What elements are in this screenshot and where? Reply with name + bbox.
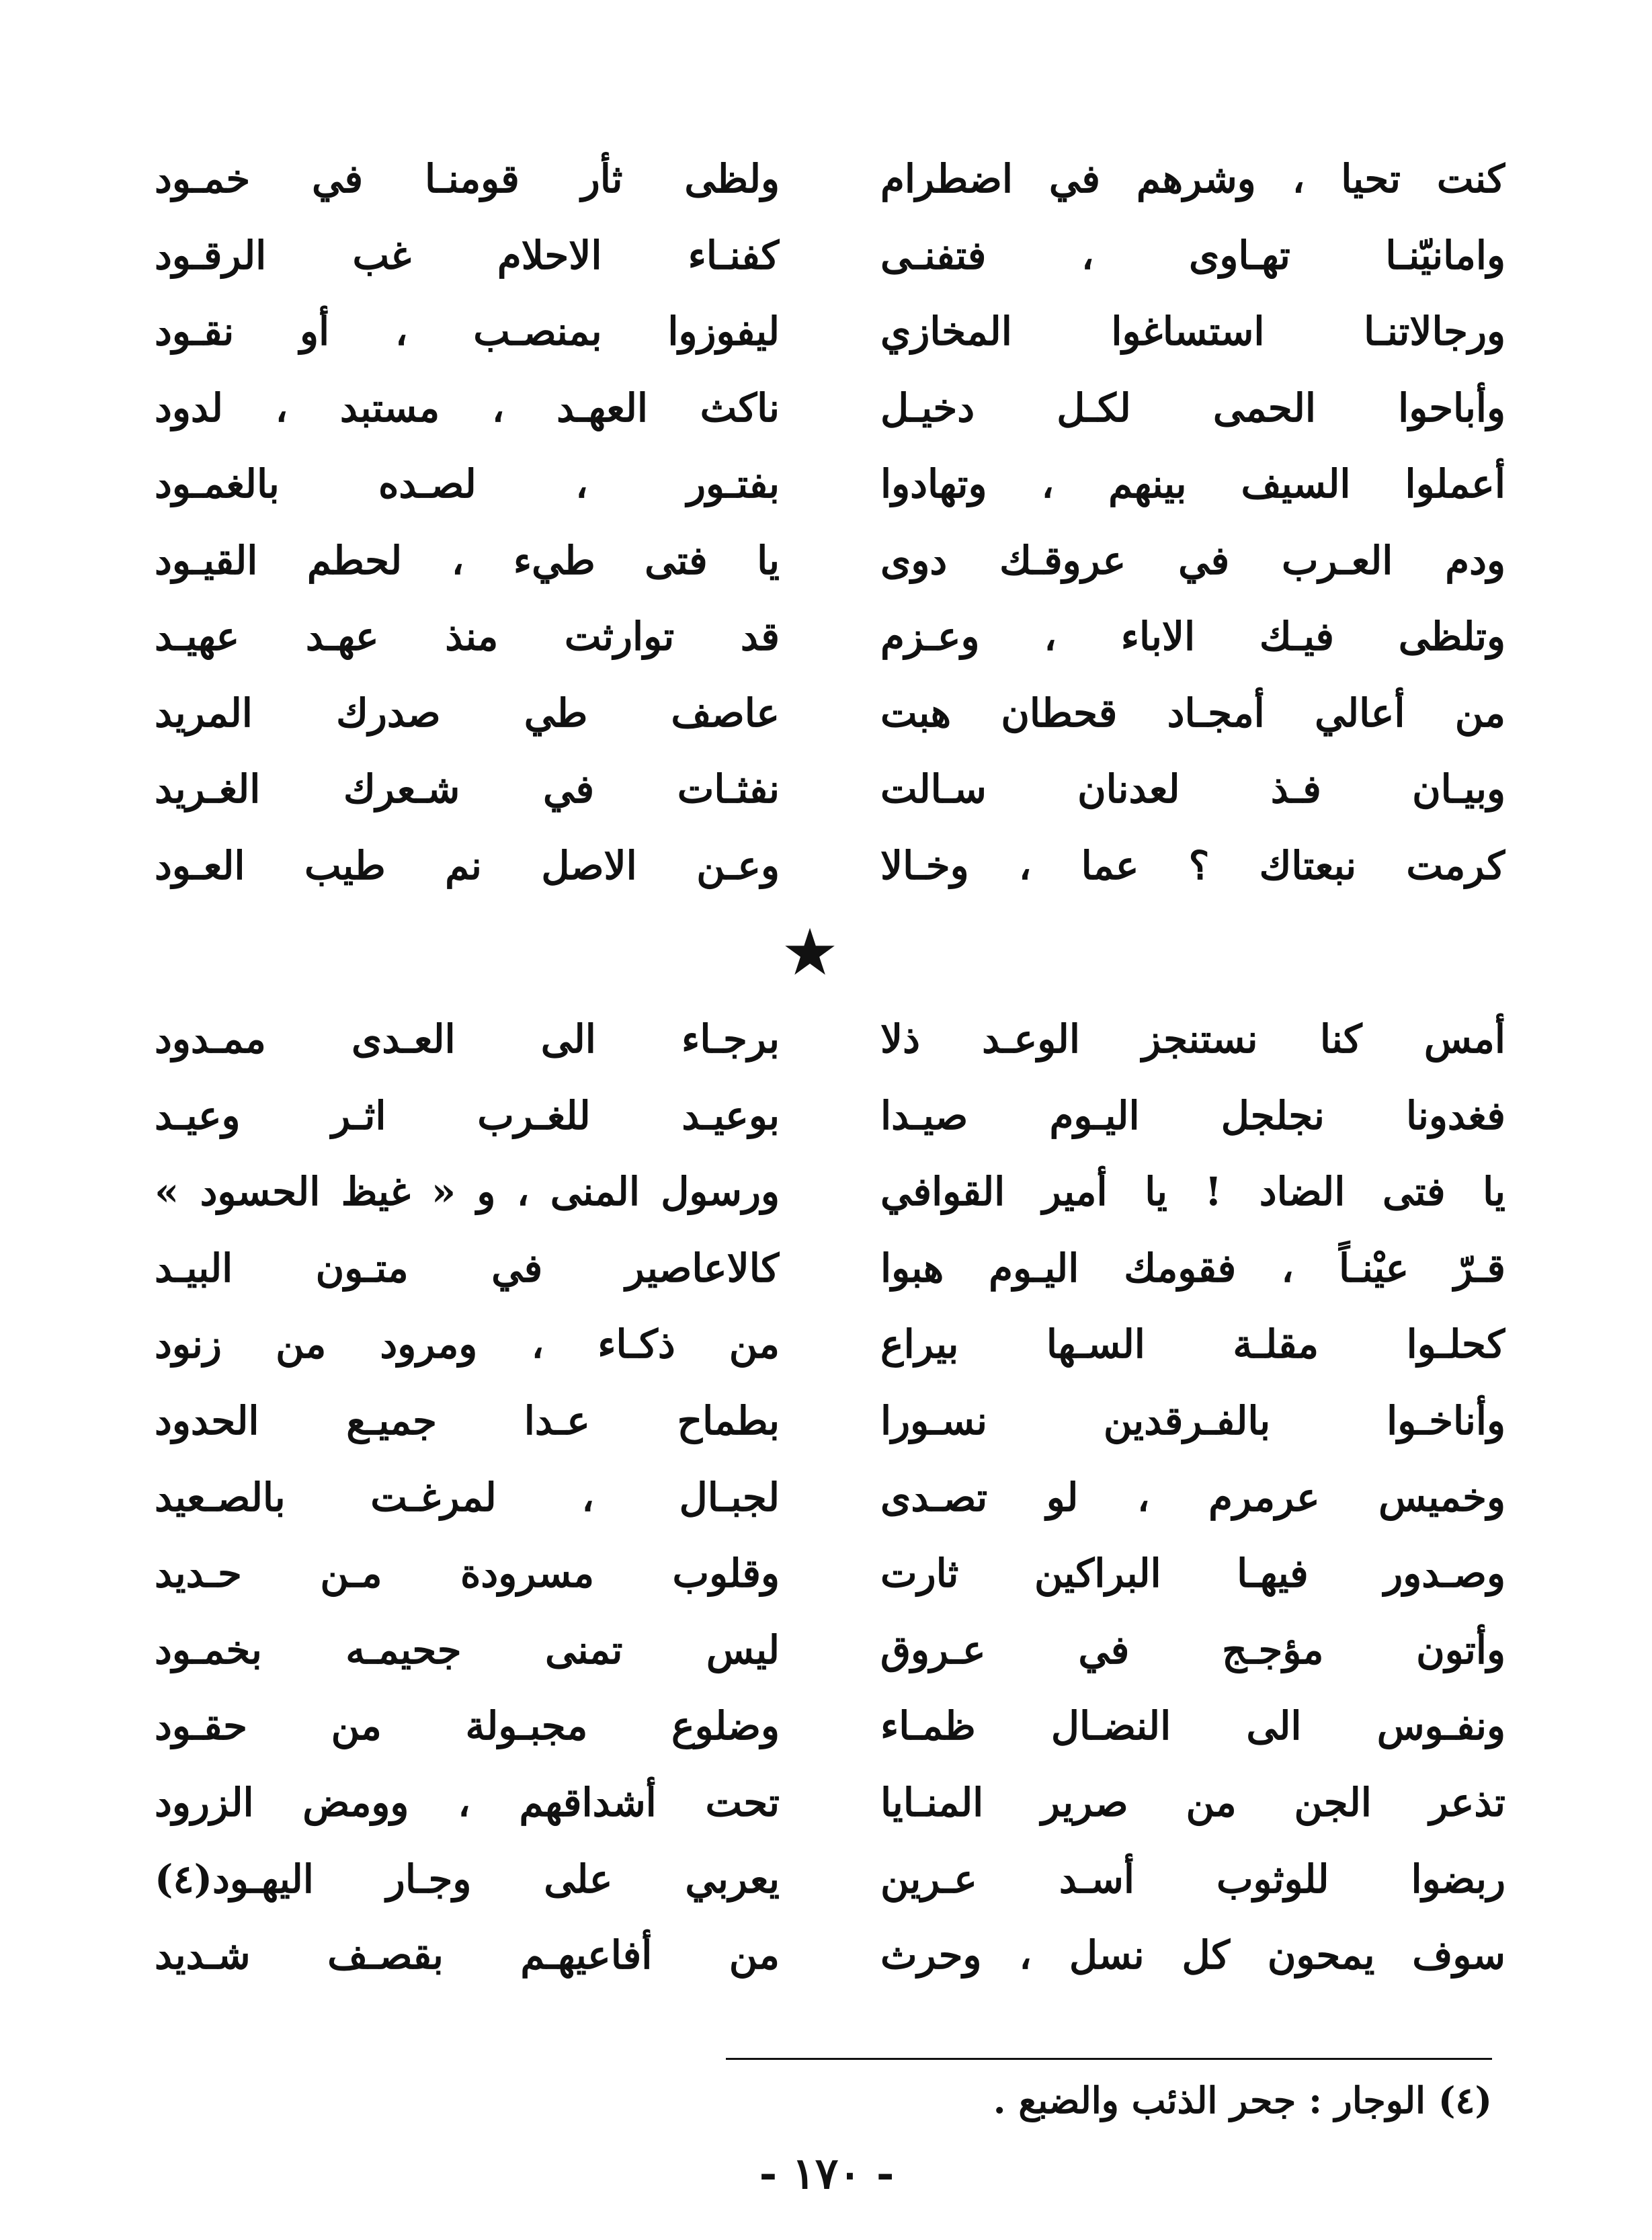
section-divider-star-icon: ★	[780, 915, 839, 990]
hemistich: ليفوزوا بمنصـب ، أو نقـود	[155, 308, 780, 354]
hemistich: وقلوب مسرودة مـن حـديد	[155, 1550, 780, 1597]
hemistich: فغدونا نجلجل اليـوم صيـدا	[880, 1092, 1505, 1138]
hemistich: وخميس عرمرم ، لو تصـدى	[880, 1474, 1505, 1520]
hemistich: ليس تمنى جحيمـه بخمـود	[155, 1626, 780, 1673]
hemistich: ورسول المنى ، و « غيظ الحسود »	[155, 1169, 780, 1215]
hemistich: نفثـات في شـعرك الغـريد	[155, 766, 780, 812]
hemistich: تحت أشداقهم ، وومض الزرود	[155, 1779, 780, 1825]
hemistich: أعملوا السيف بينهم ، وتهادوا	[880, 461, 1505, 507]
stanza-1-right-column	[880, 141, 1505, 904]
hemistich: كنت تحيا ، وشرهم في اضطرام	[880, 156, 1505, 202]
hemistich: يعربي على وجـار اليهـود(٤)	[155, 1856, 780, 1902]
hemistich: سوف يمحون كل نسل ، وحرث	[880, 1932, 1505, 1979]
page-number: - ١٧٠ -	[759, 2149, 895, 2199]
hemistich: وبيـان فـذ لعدنان سـالت	[880, 766, 1505, 812]
hemistich: ناكث العهـد ، مستبد ، لدود	[155, 384, 780, 431]
hemistich: وامانيّنـا تهـاوى ، فتفنـى	[880, 232, 1505, 278]
hemistich: كالاعاصير في متـون البيـد	[155, 1245, 780, 1291]
hemistich: ربضوا للوثوب أسـد عـرين	[880, 1856, 1505, 1902]
hemistich: قـرّ عيْنـاً ، فقومك اليـوم هبوا	[880, 1245, 1505, 1291]
stanza-2-left-column	[155, 1001, 780, 1994]
hemistich: برجـاء الى العـدى ممـدود	[155, 1016, 780, 1062]
hemistich: وضلوع مجبـولة من حقـود	[155, 1703, 780, 1749]
hemistich: وتلظى فيـك الاباء ، وعـزم	[880, 614, 1505, 659]
hemistich: وأتون مؤجـج في عـروق	[880, 1626, 1505, 1673]
hemistich: من ذكـاء ، ومرود من زنود	[155, 1321, 780, 1368]
hemistich: يا فتى طيء ، لحطم القيـود	[155, 537, 780, 583]
hemistich: بطماح عـدا جميـع الحدود	[155, 1397, 780, 1444]
hemistich: يا فتى الضاد ! يا أمير القوافي	[880, 1169, 1505, 1215]
hemistich: ونفـوس الى النضـال ظمـاء	[880, 1703, 1505, 1749]
hemistich: وأباحوا الحمى لكـل دخيـل	[880, 384, 1505, 431]
stanza-1	[155, 141, 1505, 904]
hemistich: كحلـوا مقلـة السـها بيراع	[880, 1321, 1505, 1368]
hemistich: ورجالاتنـا استساغوا المخازي	[880, 308, 1505, 354]
hemistich: أمس كنا نستنجز الوعـد ذلا	[880, 1016, 1505, 1062]
hemistich: كفنـاء الاحلام غب الرقـود	[155, 232, 780, 278]
footnote: (٤) الوجار : جحر الذئب والضبع .	[993, 2079, 1492, 2122]
hemistich: من أفاعيهـم بقصـف شـديد	[155, 1932, 780, 1979]
hemistich: بوعيـد للغـرب اثـر وعيـد	[155, 1092, 780, 1138]
hemistich: بفتـور ، لصـده بالغمـود	[155, 461, 780, 507]
stanza-2	[155, 1001, 1505, 1994]
hemistich: وعـن الاصل نم طيب العـود	[155, 842, 780, 888]
hemistich: قد توارثت منذ عهـد عهيـد	[155, 614, 780, 659]
hemistich: ولظى ثأر قومنـا في خمـود	[155, 156, 780, 202]
hemistich: عاصف طي صدرك المريد	[155, 690, 780, 736]
stanza-2-right-column	[880, 1001, 1505, 1994]
hemistich: من أعالي أمجـاد قحطان هبت	[880, 690, 1505, 736]
hemistich: كرمت نبعتاك ؟ عما ، وخـالا	[880, 842, 1505, 888]
stanza-1-left-column	[155, 141, 780, 904]
footnote-separator	[726, 2058, 1492, 2060]
hemistich: ودم العـرب في عروقـك دوى	[880, 537, 1505, 583]
hemistich: تذعر الجن من صرير المنـايا	[880, 1779, 1505, 1825]
hemistich: وأناخـوا بالفـرقدين نسـورا	[880, 1397, 1505, 1444]
hemistich: لجبـال ، لمرغـت بالصـعيد	[155, 1474, 780, 1520]
hemistich: وصـدور فيهـا البراكين ثارت	[880, 1550, 1505, 1597]
